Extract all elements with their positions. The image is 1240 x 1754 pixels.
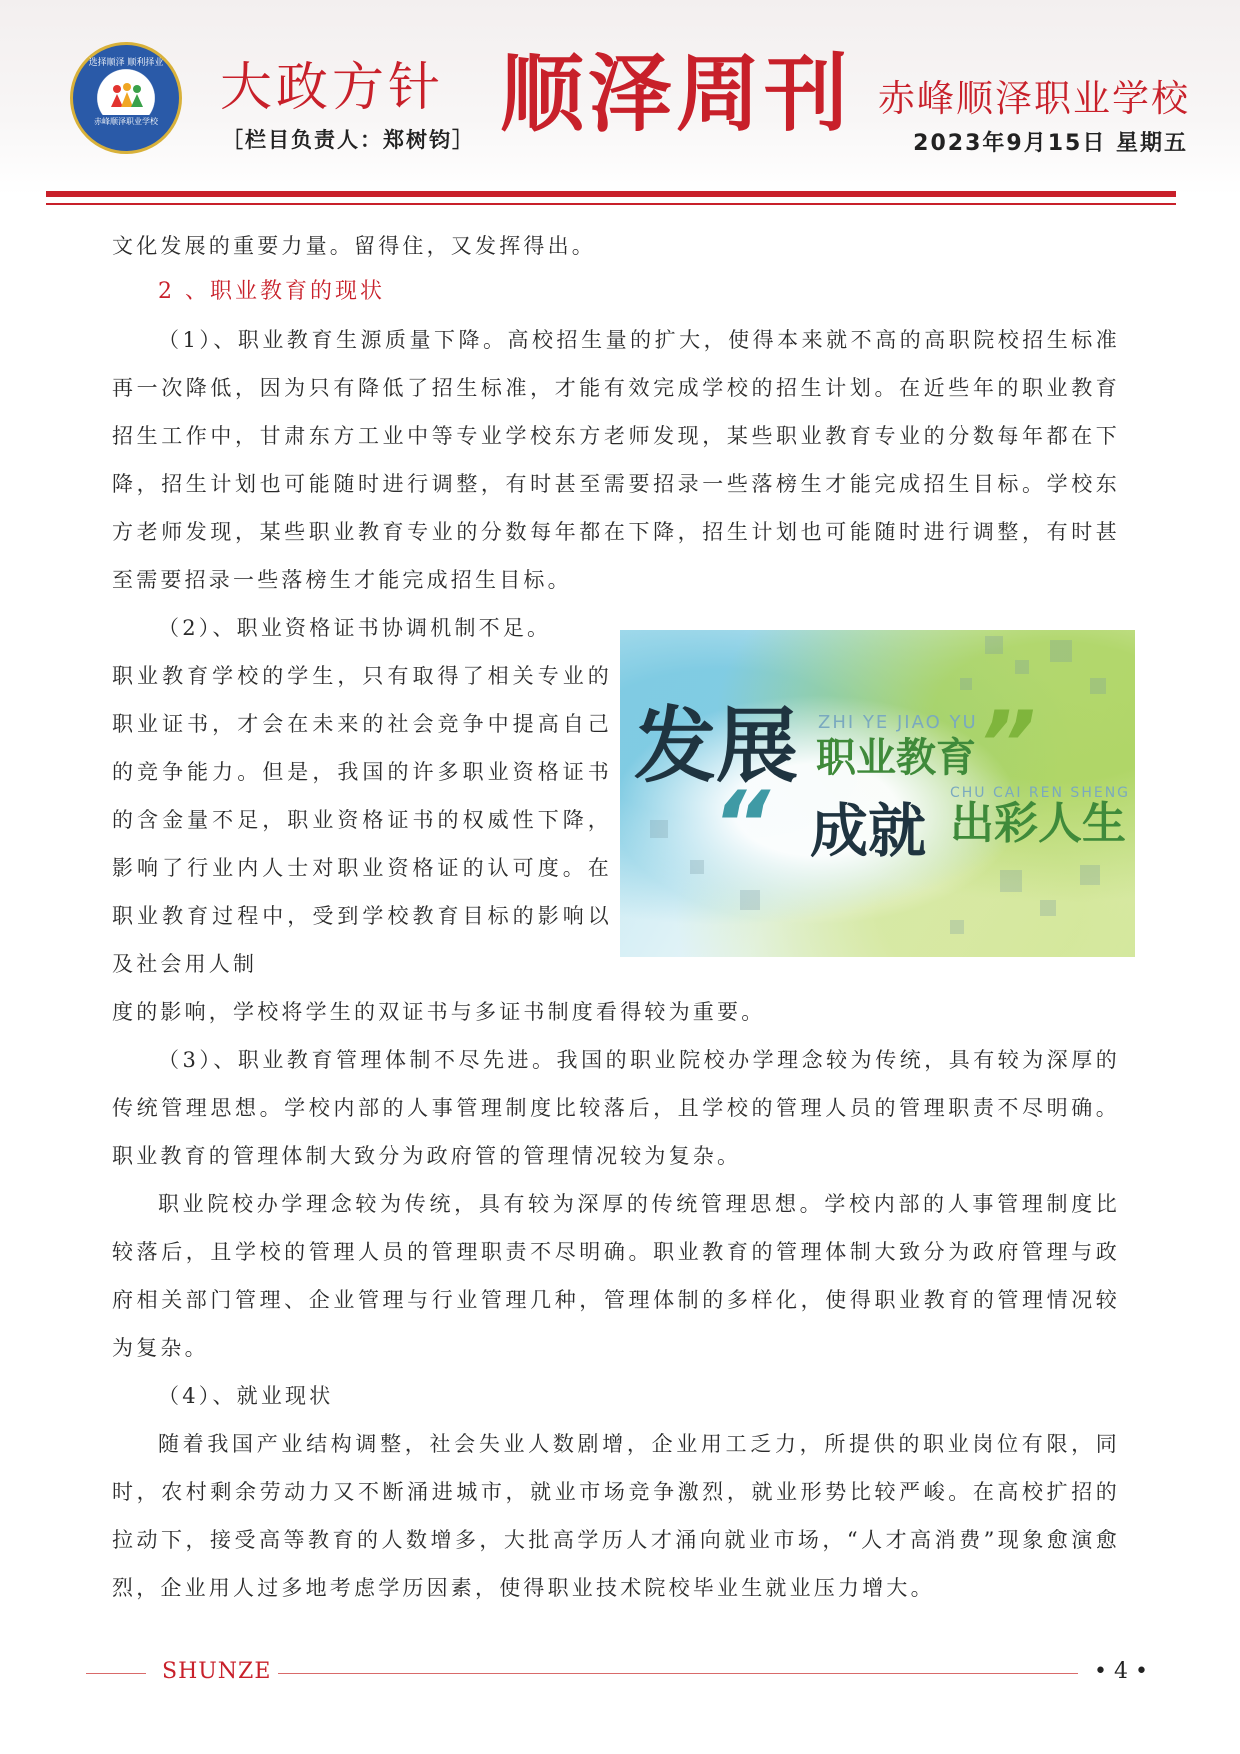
banner-word-zhiye: 职业教育 [816,735,976,781]
banner-quote-open: “ [712,772,770,877]
logo-school-text: 赤峰顺泽职业学校 [87,115,165,129]
paragraph-5: 随着我国产业结构调整，社会失业人数剧增，企业用工乏力，所提供的职业岗位有限，同时，农村剩余劳动力又不断涌进城市，就业市场竞争激烈，就业形势比较严峻。在高校扩招的拉动下，接受高等教育的人数增多，大批高学历人才涌向就业市场，“人才高消费”现象愈演愈烈，企业用人过多地考虑学历因素，使得职业技术院校毕业生就业压力增大。 [112,1432,1120,1600]
footer-brand: SHUNZE [162,1659,272,1684]
column-title: 大政方针 [220,58,445,118]
logo-figures-icon [107,83,147,109]
footer-rule-right [278,1673,1078,1674]
banner-pinyin-bottom: CHU CAI REN SHENG [950,785,1131,801]
footer-rule-left [86,1673,146,1674]
school-logo [70,42,182,154]
paragraph-2-title: （2）、职业资格证书协调机制不足。 [158,616,552,640]
paragraph-3: （3）、职业教育管理体制不尽先进。我国的职业院校办学理念较为传统，具有较为深厚的传统管理思想。学校内部的人事管理制度比较落后，且学校的管理人员的管理职责不尽明确。职业教育的管理体制大致分为政府管的管理情况较为复杂。 [112,1048,1120,1168]
paragraph-1: （1）、职业教育生源质量下降。高校招生量的扩大，使得本来就不高的高职院校招生标准再一次降低，因为只有降低了招生标准，才能有效完成学校的招生计划。在近些年的职业教育招生工作中，甘肃东方工业中等专业学校东方老师发现，某些职业教育专业的分数每年都在下降，招生计划也可能随时进行调整，有时甚至需要招录一些落榜生才能完成招生目标。学校东方老师发现，某些职业教育专业的分数每年都在下降，招生计划也可能随时进行调整，有时甚至需要招录一些落榜生才能完成招生目标。 [112,328,1120,592]
paragraph-4: 职业院校办学理念较为传统，具有较为深厚的传统管理思想。学校内部的人事管理制度比较落后，且学校的管理人员的管理职责不尽明确。职业教育的管理体制大致分为政府管理与政府相关部门管理、企业管理与行业管理几种，管理体制的多样化，使得职业教育的管理情况较为复杂。 [112,1192,1120,1360]
page-header [0,0,1240,195]
header-rule-thick [46,191,1176,197]
masthead-title: 顺泽周刊 [500,45,853,143]
paragraph-5-title: （4）、就业现状 [158,1384,334,1408]
logo-ring-text: 选择顺泽 顺利择业 [88,58,164,68]
paragraph-2-wrapped: 职业教育学校的学生，只有取得了相关专业的职业证书，才会在未来的社会竞争中提高自己的竞争能力。但是，我国的许多职业资格证书的含金量不足，职业资格证书的权威性下降，影响了行业内人士对职业资格证的认可度。在职业教育过程中，受到学校教育目标的影响以及社会用人制 [112,664,612,976]
banner-word-chengjiu: 成就 [810,797,927,865]
banner-word-chucai: 出彩人生 [950,798,1126,849]
banner-word-fazhan: 发展 [634,699,799,794]
banner-quote-close: ” [978,692,1036,797]
banner-pinyin-top: ZHI YE JIAO YU [818,712,978,733]
header-rule-thin [46,203,1176,205]
vocational-education-banner [620,630,1135,957]
continuation-text: 文化发展的重要力量。留得住，又发挥得出。 [112,234,596,258]
section-heading: 2 、职业教育的现状 [158,279,385,304]
issue-date: 2023年9月15日 星期五 [913,131,1188,156]
column-editor: ［栏目负责人：郑树钧］ [222,128,475,152]
page-number: • 4 • [1094,1659,1148,1684]
paragraph-2-tail: 度的影响，学校将学生的双证书与多证书制度看得较为重要。 [112,1000,766,1024]
school-name: 赤峰顺泽职业学校 [878,77,1190,120]
